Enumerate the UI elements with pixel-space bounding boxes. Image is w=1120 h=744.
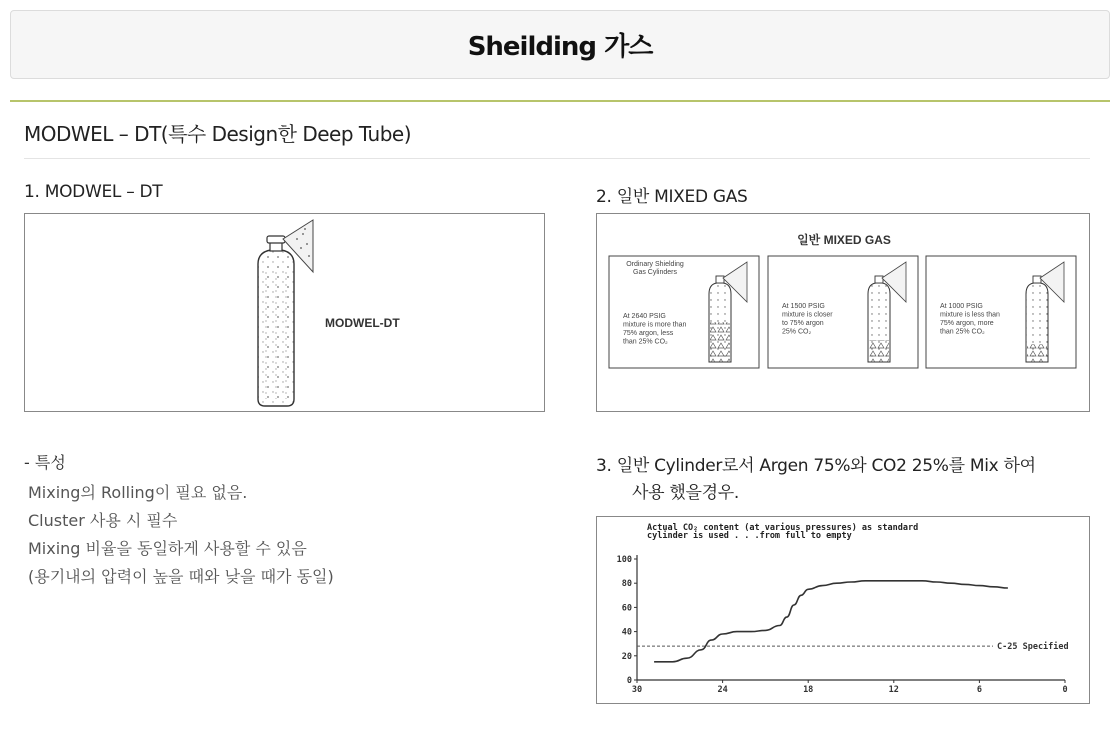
figure-title: 일반 MIXED GAS <box>797 233 891 247</box>
y-tick-label: 20 <box>621 651 632 662</box>
chart-title: Actual CO₂ content (at various pressures) as standard <box>647 523 919 533</box>
x-tick-label: 30 <box>631 685 643 695</box>
cylinder-note: 25% CO₂ <box>782 328 812 336</box>
series-line <box>654 581 1008 662</box>
co2-layer <box>710 322 730 362</box>
y-tick-label: 100 <box>616 555 632 565</box>
title-divider <box>10 100 1110 102</box>
x-tick-label: 6 <box>976 685 982 695</box>
subtitle-divider <box>24 158 1090 159</box>
cylinder-panel <box>609 256 759 368</box>
cylinder-panel <box>768 256 918 368</box>
page-title: Sheilding 가스 <box>467 32 653 62</box>
cylinder-note: mixture is less than <box>940 311 1000 319</box>
cylinder-panel <box>926 256 1076 368</box>
cylinder-caption: Ordinary Shielding <box>626 261 684 268</box>
property-item: Mixing의 Rolling이 필요 없음. <box>28 483 248 502</box>
properties-heading: - 특성 <box>24 453 66 472</box>
cylinder-note: mixture is closer <box>782 311 833 319</box>
cylinder-note: 75% argon, more <box>940 320 994 327</box>
cylinder-note: mixture is more than <box>623 321 687 329</box>
chart-title: cylinder is used . . .from full to empty <box>647 531 852 541</box>
cylinder-icon <box>258 236 294 406</box>
cylinder-note: 75% argon, less <box>623 330 674 337</box>
x-tick-label: 12 <box>888 685 899 695</box>
reference-line-label: C-25 Specified <box>997 642 1069 653</box>
x-tick-label: 18 <box>803 685 814 695</box>
subtitle: MODWEL – DT(특수 Design한 Deep Tube) <box>24 122 412 146</box>
cylinder-note: At 1000 PSIG <box>940 303 983 310</box>
co2-layer <box>1027 344 1047 362</box>
mixed-gas-figure <box>596 213 1090 412</box>
valve-icon <box>875 276 883 283</box>
section3-heading <box>596 453 1036 507</box>
y-tick-label: 80 <box>621 579 632 590</box>
valve-icon <box>1033 276 1041 283</box>
co2-content-chart <box>596 516 1090 704</box>
x-tick-label: 24 <box>717 685 728 695</box>
section3-heading-line1: 3. 일반 Cylinder로서 Argen 75%와 CO2 25%를 Mix 하여 <box>596 456 1036 476</box>
cylinder-caption: Gas Cylinders <box>633 269 677 276</box>
section2-heading: 2. 일반 MIXED GAS <box>596 187 748 207</box>
cylinder-note: At 1500 PSIG <box>782 303 825 310</box>
y-tick-label: 40 <box>621 627 632 638</box>
y-tick-label: 60 <box>621 603 632 614</box>
cylinder-note: than 25% CO₂ <box>623 338 668 346</box>
cylinder-note: than 25% CO₂ <box>940 328 985 336</box>
x-tick-label: 0 <box>1062 685 1068 695</box>
y-tick-label: 0 <box>626 676 632 686</box>
modwel-dt-figure <box>24 213 545 412</box>
section1-heading: 1. MODWEL – DT <box>24 182 163 202</box>
figure-label: MODWEL-DT <box>325 316 400 330</box>
property-item: Mixing 비율을 동일하게 사용할 수 있음 <box>28 539 307 558</box>
cylinder-note: At 2640 PSIG <box>623 313 666 320</box>
property-item: Cluster 사용 시 필수 <box>28 511 178 530</box>
section3-heading-line2: 사용 했을경우. <box>632 483 739 503</box>
valve-icon <box>716 276 724 283</box>
co2-layer <box>869 340 889 362</box>
cylinder-note: to 75% argon <box>782 320 824 327</box>
page-title-box <box>10 10 1110 79</box>
property-item: (용기내의 압력이 높을 때와 낮을 때가 동일) <box>28 567 334 586</box>
properties-list <box>24 450 334 591</box>
